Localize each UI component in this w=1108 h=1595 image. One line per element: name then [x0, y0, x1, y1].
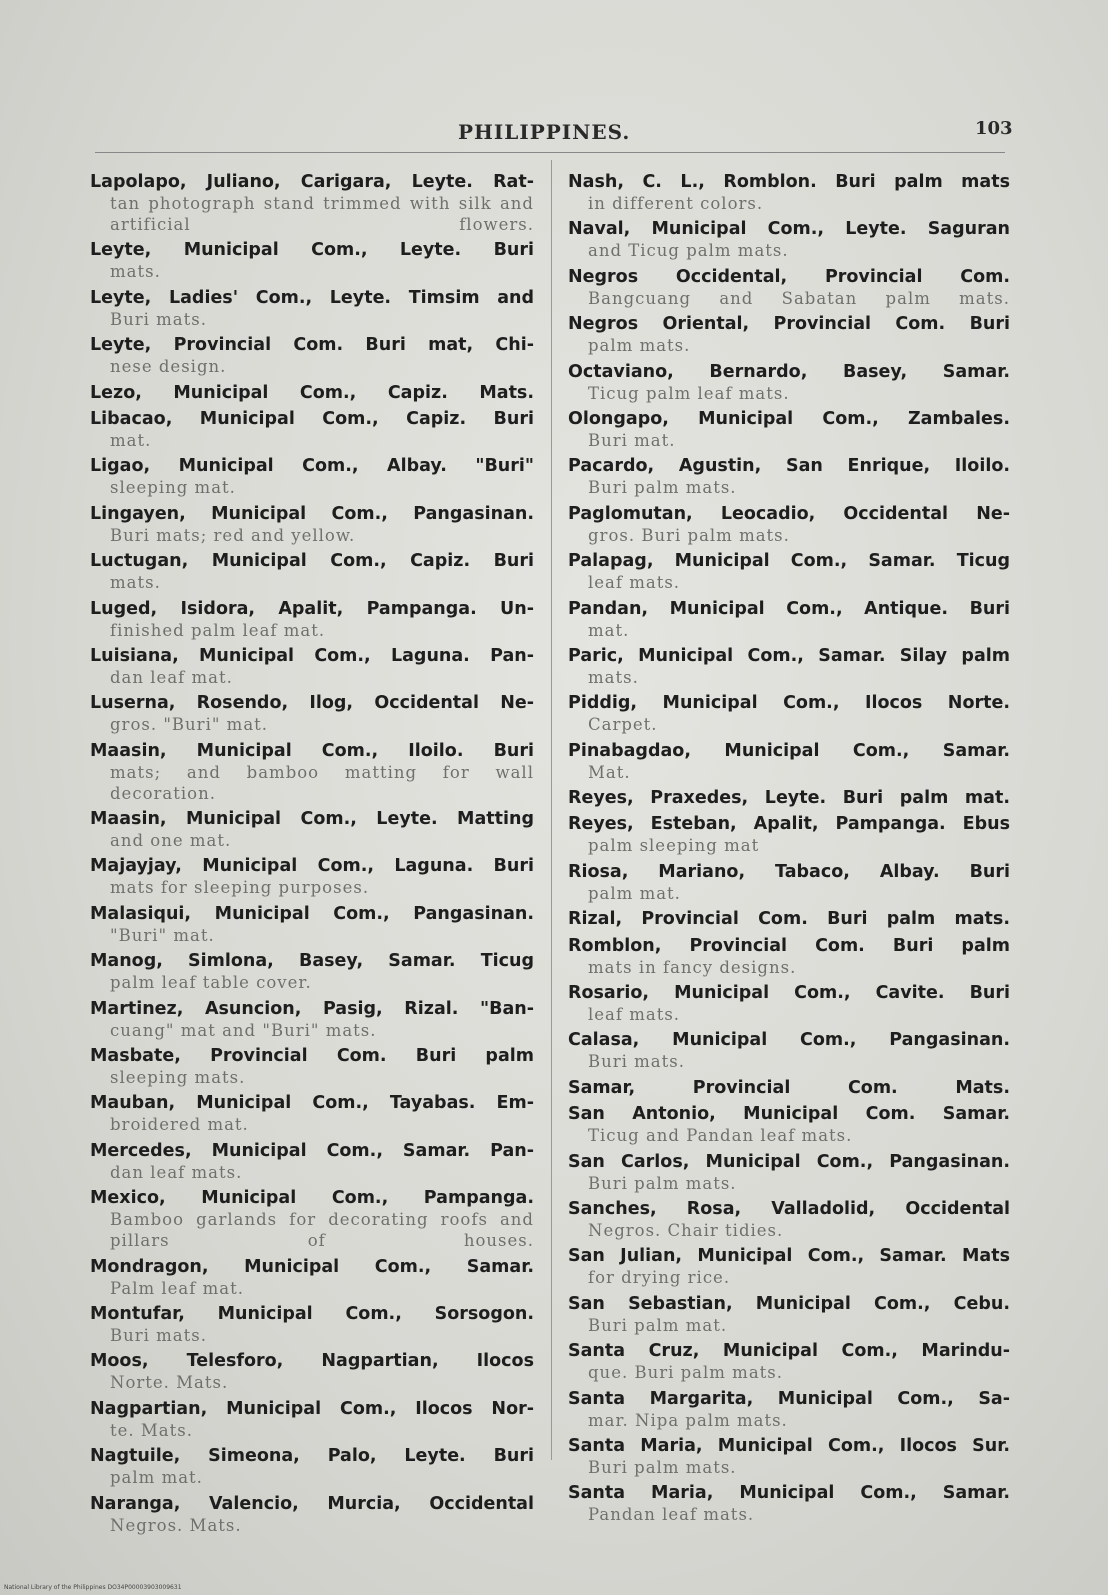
page-title: PHILIPPINES.	[458, 120, 631, 144]
entry-description: mat.	[588, 620, 630, 640]
entry-description: tan photograph stand trimmed with silk and artificial flowers.	[110, 194, 534, 234]
entry-name: Lapolapo, Juliano, Carigara, Leyte. Rat-	[90, 172, 534, 192]
entry-description: cuang" mat and "Buri" mats.	[110, 1020, 377, 1040]
list-item	[90, 809, 534, 851]
entry-name: Naranga, Valencio, Murcia, Occidental	[90, 1493, 534, 1514]
entry-description: Ticug palm leaf mats.	[588, 383, 790, 403]
list-item	[90, 409, 534, 451]
entry-name: Reyes, Esteban, Apalit, Pampanga. Ebus	[568, 814, 1010, 835]
list-item	[90, 693, 534, 735]
entry-name: Leyte, Provincial Com. Buri mat, Chi-	[90, 335, 534, 356]
entry-description: que. Buri palm mats.	[588, 1363, 783, 1383]
entry-name: Leyte, Municipal Com., Leyte. Buri	[90, 240, 534, 261]
entry-name: Negros Oriental, Provincial Com. Buri	[568, 314, 1010, 335]
list-item	[90, 1188, 534, 1251]
entry-description: gros. "Buri" mat.	[110, 715, 269, 735]
list-item	[568, 1078, 1010, 1099]
entry-description: Negros. Chair tidies.	[588, 1220, 784, 1240]
entry-name: San Sebastian, Municipal Com., Cebu.	[568, 1293, 1010, 1314]
entry-description: finished palm leaf mat.	[110, 620, 326, 640]
list-item	[90, 1399, 534, 1441]
entry-description: dan leaf mats.	[110, 1162, 243, 1182]
list-item	[90, 646, 534, 688]
list-item	[90, 1046, 534, 1088]
entry-description: Buri mats; red and yellow.	[110, 525, 356, 545]
list-item	[568, 456, 1010, 498]
archive-footer: National Library of the Philippines DO34P00003903009631	[4, 1584, 182, 1591]
entry-name: Mauban, Municipal Com., Tayabas. Em-	[90, 1093, 534, 1114]
column-divider	[551, 160, 552, 1460]
entry-description: Buri mats.	[110, 1325, 207, 1345]
entry-name: Luged, Isidora, Apalit, Pampanga. Un-	[90, 598, 534, 619]
entry-name: San Antonio, Municipal Com. Samar.	[568, 1104, 1010, 1125]
entry-name: Paric, Municipal Com., Samar. Silay palm	[568, 645, 1010, 666]
list-item	[568, 741, 1010, 783]
entry-name: Malasiqui, Municipal Com., Pangasinan.	[90, 903, 534, 924]
list-item	[568, 646, 1010, 688]
list-item	[568, 909, 1010, 930]
list-item	[568, 1341, 1010, 1383]
list-item	[568, 1030, 1010, 1072]
entry-name: Piddig, Municipal Com., Ilocos Norte.	[568, 693, 1010, 714]
entry-description: Pandan leaf mats.	[588, 1505, 755, 1525]
list-item	[90, 288, 534, 330]
list-item	[90, 999, 534, 1041]
list-item	[568, 1389, 1010, 1431]
list-item	[90, 1351, 534, 1393]
list-item	[568, 172, 1010, 214]
list-item	[90, 383, 534, 404]
list-item	[568, 1294, 1010, 1336]
entry-name: Pacardo, Agustin, San Enrique, Iloilo.	[568, 456, 1010, 477]
header-rule	[95, 152, 1005, 153]
entry-name: Octaviano, Bernardo, Basey, Samar.	[568, 361, 1010, 382]
entry-description: gros. Buri palm mats.	[588, 525, 790, 545]
list-item	[568, 219, 1010, 261]
entry-name: Santa Margarita, Municipal Com., Sa-	[568, 1388, 1010, 1409]
entry-name: Montufar, Municipal Com., Sorsogon.	[90, 1303, 534, 1324]
entry-name: Moos, Telesforo, Nagpartian, Ilocos	[90, 1351, 534, 1372]
list-item	[90, 504, 534, 546]
page-number: 103	[975, 118, 1013, 139]
list-item	[568, 362, 1010, 404]
list-item	[90, 599, 534, 641]
list-item	[568, 1104, 1010, 1146]
list-item	[568, 983, 1010, 1025]
entry-name: Luserna, Rosendo, Ilog, Occidental Ne-	[90, 693, 534, 714]
entry-name: Maasin, Municipal Com., Leyte. Matting	[90, 809, 534, 830]
entry-description: sleeping mats.	[110, 1068, 246, 1088]
entry-description: in different colors.	[588, 194, 764, 213]
entry-description: palm leaf table cover.	[110, 973, 312, 993]
entry-description: mats.	[110, 573, 161, 593]
entry-name: Calasa, Municipal Com., Pangasinan.	[568, 1030, 1010, 1051]
entry-name: Pinabagdao, Municipal Com., Samar.	[568, 740, 1010, 761]
list-item	[568, 1436, 1010, 1478]
list-item	[568, 936, 1010, 978]
list-item	[568, 267, 1010, 309]
entry-name: Rizal, Provincial Com. Buri palm mats.	[568, 909, 1010, 930]
entry-description: Negros. Mats.	[110, 1515, 242, 1535]
list-item	[90, 456, 534, 498]
entry-description: mats.	[110, 262, 161, 282]
list-item	[568, 788, 1010, 809]
list-item	[568, 814, 1010, 856]
list-item	[90, 1257, 534, 1299]
entry-description: Buri palm mats.	[588, 478, 737, 498]
entry-name: Lingayen, Municipal Com., Pangasinan.	[90, 503, 534, 524]
entry-description: Palm leaf mat.	[110, 1278, 244, 1298]
entry-name: Leyte, Ladies' Com., Leyte. Timsim and	[90, 287, 534, 308]
entry-name: Negros Occidental, Provincial Com.	[568, 266, 1010, 287]
entry-description: Buri mats.	[588, 1052, 685, 1072]
list-item	[568, 409, 1010, 451]
entry-name: Riosa, Mariano, Tabaco, Albay. Buri	[568, 861, 1010, 882]
entry-name: Santa Cruz, Municipal Com., Marindu-	[568, 1341, 1010, 1362]
list-item	[90, 951, 534, 993]
entry-description: Buri palm mat.	[588, 1315, 728, 1335]
entry-description: te. Mats.	[110, 1420, 193, 1440]
list-item	[568, 1246, 1010, 1288]
entry-name: Mondragon, Municipal Com., Samar.	[90, 1256, 534, 1277]
list-item	[568, 862, 1010, 904]
entry-name: Pandan, Municipal Com., Antique. Buri	[568, 598, 1010, 619]
entry-name: Maasin, Municipal Com., Iloilo. Buri	[90, 740, 534, 761]
list-item	[90, 335, 534, 377]
entry-description: and Ticug palm mats.	[588, 241, 789, 261]
entry-description: sleeping mat.	[110, 478, 236, 498]
entry-description: palm mats.	[588, 336, 691, 356]
entry-name: Reyes, Praxedes, Leyte. Buri palm mat.	[568, 788, 1010, 809]
entry-description: mat.	[110, 430, 152, 450]
entry-name: Romblon, Provincial Com. Buri palm	[568, 935, 1010, 956]
entry-description: for drying rice.	[588, 1268, 731, 1288]
list-item	[568, 1199, 1010, 1241]
entry-description: Buri mats.	[110, 309, 207, 329]
entry-name: Naval, Municipal Com., Leyte. Saguran	[568, 219, 1010, 240]
left-column	[90, 172, 534, 1541]
list-item	[90, 1304, 534, 1346]
entry-name: Masbate, Provincial Com. Buri palm	[90, 1046, 534, 1067]
list-item	[568, 1152, 1010, 1194]
list-item	[90, 551, 534, 593]
entry-name: Luctugan, Municipal Com., Capiz. Buri	[90, 551, 534, 572]
entry-description: Buri palm mats.	[588, 1457, 737, 1477]
entry-name: San Carlos, Municipal Com., Pangasinan.	[568, 1151, 1010, 1172]
right-column	[568, 172, 1010, 1531]
list-item	[568, 551, 1010, 593]
list-item	[90, 240, 534, 282]
entry-description: leaf mats.	[588, 573, 681, 593]
entry-name: Sanches, Rosa, Valladolid, Occidental	[568, 1198, 1010, 1219]
entry-description: palm mat.	[110, 1468, 203, 1488]
entry-name: Paglomutan, Leocadio, Occidental Ne-	[568, 503, 1010, 524]
entry-description: palm mat.	[588, 883, 681, 903]
entry-description: mar. Nipa palm mats.	[588, 1410, 788, 1430]
entry-name: San Julian, Municipal Com., Samar. Mats	[568, 1246, 1010, 1267]
list-item	[90, 1494, 534, 1536]
entry-description: Carpet.	[588, 715, 658, 735]
entry-description: Bamboo garlands for decorating roofs and pillars of houses.	[110, 1210, 534, 1251]
list-item	[568, 504, 1010, 546]
entry-name: Palapag, Municipal Com., Samar. Ticug	[568, 551, 1010, 572]
list-item	[568, 1483, 1010, 1525]
entry-name: Majayjay, Municipal Com., Laguna. Buri	[90, 856, 534, 877]
entry-name: Mexico, Municipal Com., Pampanga.	[90, 1188, 534, 1209]
entry-description: palm sleeping mat	[588, 836, 760, 856]
entry-description: Buri palm mats.	[588, 1173, 737, 1193]
entry-description: Norte. Mats.	[110, 1373, 229, 1393]
list-item	[568, 314, 1010, 356]
entry-name: Ligao, Municipal Com., Albay. "Buri"	[90, 456, 534, 477]
entry-name: Luisiana, Municipal Com., Laguna. Pan-	[90, 645, 534, 666]
entry-name: Nagtuile, Simeona, Palo, Leyte. Buri	[90, 1446, 534, 1467]
list-item	[568, 599, 1010, 641]
entry-name: Nash, C. L., Romblon. Buri palm mats	[568, 172, 1010, 192]
entry-description: "Buri" mat.	[110, 925, 215, 945]
entry-description: mats; and bamboo matting for wall decoration.	[110, 762, 534, 803]
list-item	[90, 1141, 534, 1183]
list-item	[90, 172, 534, 235]
entry-name: Nagpartian, Municipal Com., Ilocos Nor-	[90, 1398, 534, 1419]
entry-name: Olongapo, Municipal Com., Zambales.	[568, 408, 1010, 429]
list-item	[90, 1446, 534, 1488]
entry-description: mats for sleeping purposes.	[110, 878, 370, 898]
list-item	[90, 856, 534, 898]
list-item	[568, 693, 1010, 735]
entry-description: Mat.	[588, 762, 631, 782]
entry-description: and one mat.	[110, 831, 232, 851]
entry-name: Santa Maria, Municipal Com., Ilocos Sur.	[568, 1435, 1010, 1456]
list-item	[90, 904, 534, 946]
entry-name: Rosario, Municipal Com., Cavite. Buri	[568, 983, 1010, 1004]
entry-description: nese design.	[110, 357, 227, 377]
entry-name: Mercedes, Municipal Com., Samar. Pan-	[90, 1140, 534, 1161]
entry-name: Libacao, Municipal Com., Capiz. Buri	[90, 408, 534, 429]
entry-name: Santa Maria, Municipal Com., Samar.	[568, 1483, 1010, 1504]
entry-name: Samar, Provincial Com. Mats.	[568, 1077, 1010, 1098]
entry-description: mats in fancy designs.	[588, 957, 797, 977]
entry-name: Lezo, Municipal Com., Capiz. Mats.	[90, 382, 534, 403]
entry-description: Buri mat.	[588, 430, 676, 450]
list-item	[90, 1093, 534, 1135]
entry-description: broidered mat.	[110, 1115, 249, 1135]
entry-name: Manog, Simlona, Basey, Samar. Ticug	[90, 951, 534, 972]
entry-description: mats.	[588, 667, 639, 687]
entry-description: dan leaf mat.	[110, 667, 233, 687]
entry-description: leaf mats.	[588, 1005, 681, 1025]
entry-description: Bangcuang and Sabatan palm mats.	[588, 288, 1010, 308]
list-item	[90, 741, 534, 804]
entry-description: Ticug and Pandan leaf mats.	[588, 1126, 853, 1146]
entry-name: Martinez, Asuncion, Pasig, Rizal. "Ban-	[90, 998, 534, 1019]
